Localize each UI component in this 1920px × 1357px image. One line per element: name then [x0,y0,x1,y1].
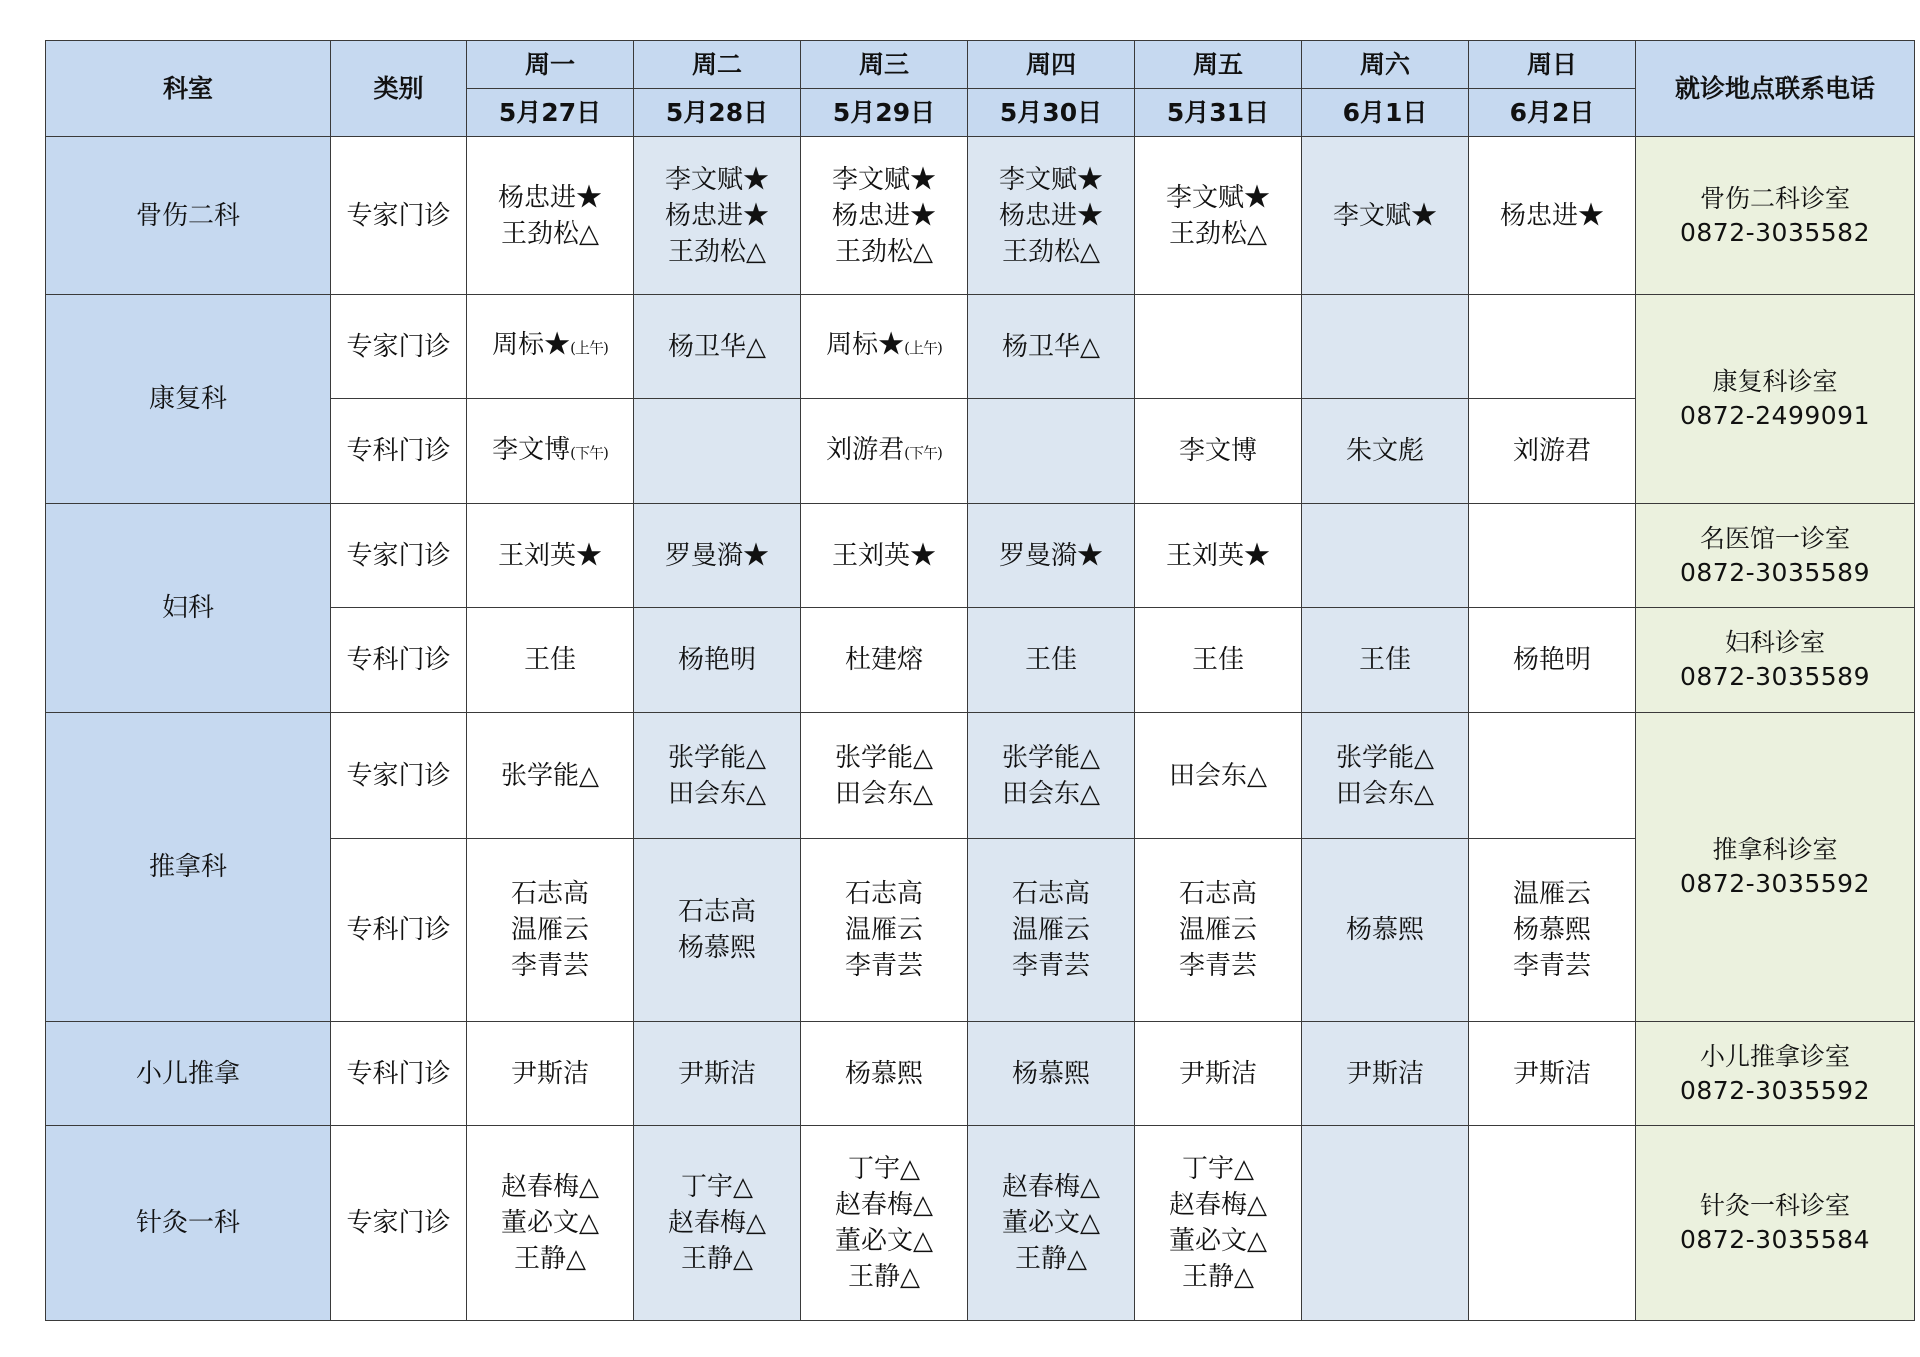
doctor-entry: 董必文△ [1169,1226,1267,1256]
doctor-entry: 尹斯洁 [510,1058,589,1089]
doctor-entry: 田会东△ [668,778,766,809]
contact-cell [1636,295,1915,504]
doctor-entry: 丁宇△ [1182,1154,1254,1184]
time-note: (下午) [904,443,942,462]
day-cell [1135,839,1302,1022]
day-cell [634,608,801,713]
contact-room: 骨伤二科诊室 [1699,183,1850,213]
doctor-entry: 李青芸 [1512,951,1591,981]
category-cell: 专家门诊 [331,504,467,608]
day-cell [634,399,801,504]
doctor-entry: 张学能△ [501,760,599,791]
header-weekday-row [46,41,1915,89]
contact-room: 妇科诊室 [1724,628,1825,657]
day-cell [1135,504,1302,608]
doctor-entry: 石志高 [1011,879,1090,909]
doctor-entry: 杨忠进★ [664,200,769,231]
contact-room: 康复科诊室 [1712,367,1838,396]
header-weekday: 周五 [1135,41,1302,89]
day-cell [801,399,968,504]
day-cell [968,399,1135,504]
day-cell [968,1126,1135,1321]
doctor-entry: 罗曼漪★ [664,540,769,571]
dept-name: 推拿科 [46,713,331,1022]
contact-cell [1636,1126,1915,1321]
day-cell [467,713,634,839]
doctor-entry: 石志高 [844,879,923,909]
contact-phone: 0872-3035592 [1680,1075,1870,1105]
doctor-entry: 张学能△ [1336,742,1434,773]
time-note: (上午) [570,339,608,357]
doctor-entry: 温雁云 [510,915,589,945]
day-cell [1135,295,1302,399]
day-cell [1302,839,1469,1022]
doctor-entry: 田会东△ [1336,778,1434,809]
contact-cell [1636,504,1915,608]
doctor-entry: 杨慕熙 [1345,915,1424,945]
doctor-entry: 杜建熔 [844,645,923,675]
day-cell [1302,608,1469,713]
category-cell: 专科门诊 [331,399,467,504]
doctor-entry: 赵春梅△ [835,1190,933,1220]
doctor-entry: 张学能△ [835,742,933,773]
doctor-entry: 周标★(上午) [826,330,942,360]
doctor-entry: 杨忠进★ [1499,200,1604,231]
doctor-entry: 李文赋★ [664,164,769,195]
day-cell [467,839,634,1022]
contact-phone: 0872-3035592 [1680,869,1870,898]
header-weekday: 周二 [634,41,801,89]
contact-cell [1636,713,1915,1022]
day-cell [1302,295,1469,399]
day-cell [801,1022,968,1126]
doctor-entry: 杨慕熙 [1011,1058,1090,1089]
doctor-entry: 董必文△ [835,1226,933,1256]
schedule-body [46,137,1915,1321]
doctor-entry: 杨卫华△ [668,331,766,362]
doctor-entry: 杨慕熙 [1512,915,1591,945]
contact-room: 针灸一科诊室 [1699,1191,1850,1220]
doctor-entry: 张学能△ [668,742,766,773]
header-weekday: 周日 [1469,41,1636,89]
schedule-row [46,137,1915,295]
day-cell [1469,608,1636,713]
day-cell [968,1022,1135,1126]
day-cell [1302,504,1469,608]
day-cell [634,1126,801,1321]
day-cell [467,399,634,504]
contact-phone: 0872-3035584 [1680,1225,1870,1254]
day-cell [801,608,968,713]
doctor-entry: 王佳 [1191,645,1244,675]
schedule-row [46,1126,1915,1321]
doctor-entry: 王劲松△ [501,218,599,249]
doctor-entry: 田会东△ [835,778,933,809]
header-weekday: 周一 [467,41,634,89]
doctor-entry: 田会东△ [1002,778,1100,809]
doctor-entry: 周标★(上午) [492,330,608,360]
schedule-row [46,713,1915,839]
day-cell [1469,1126,1636,1321]
doctor-entry: 王刘英★ [831,540,936,571]
day-cell [1302,1022,1469,1126]
doctor-entry: 赵春梅△ [501,1172,599,1202]
doctor-entry: 王静△ [848,1262,920,1292]
day-cell [467,504,634,608]
doctor-entry: 张学能△ [1002,742,1100,773]
time-note: (上午) [904,339,942,357]
dept-name: 康复科 [46,295,331,504]
doctor-entry: 王劲松△ [668,236,766,267]
day-cell [968,504,1135,608]
schedule-row [46,295,1915,399]
doctor-entry: 李文博(下午) [492,434,608,465]
doctor-entry: 丁宇△ [848,1154,920,1184]
doctor-entry: 王劲松△ [835,236,933,267]
contact-cell [1636,1022,1915,1126]
day-cell [1469,713,1636,839]
day-cell [1302,399,1469,504]
category-cell: 专科门诊 [331,1022,467,1126]
doctor-entry: 赵春梅△ [1002,1172,1100,1202]
day-cell [1302,713,1469,839]
doctor-entry: 温雁云 [1011,915,1090,945]
day-cell [801,839,968,1022]
doctor-entry: 杨忠进★ [497,182,602,213]
doctor-entry: 杨慕熙 [677,933,756,963]
doctor-entry: 杨忠进★ [831,200,936,231]
header-date: 5月30日 [968,89,1135,137]
day-cell [1469,1022,1636,1126]
doctor-entry: 董必文△ [1002,1208,1100,1238]
day-cell [968,137,1135,295]
dept-name: 妇科 [46,504,331,713]
category-cell: 专家门诊 [331,1126,467,1321]
day-cell [634,713,801,839]
contact-room: 小儿推拿诊室 [1699,1041,1850,1071]
contact-phone: 0872-3035589 [1680,662,1870,691]
doctor-entry: 杨忠进★ [998,200,1103,231]
day-cell [1135,137,1302,295]
header-weekday: 周三 [801,41,968,89]
header-date: 5月31日 [1135,89,1302,137]
doctor-entry: 温雁云 [1178,915,1257,945]
dept-name: 骨伤二科 [46,137,331,295]
day-cell [1135,399,1302,504]
doctor-entry: 朱文彪 [1345,436,1424,466]
time-note: (下午) [570,443,608,462]
day-cell [467,608,634,713]
doctor-entry: 李青芸 [1178,951,1257,981]
contact-phone: 0872-3035582 [1680,217,1870,247]
day-cell [968,839,1135,1022]
category-cell: 专科门诊 [331,839,467,1022]
day-cell [1135,713,1302,839]
day-cell [801,713,968,839]
header-dept: 科室 [46,41,331,137]
doctor-entry: 王静△ [1015,1244,1087,1274]
clinic-schedule-table [45,40,1915,1321]
day-cell [1135,1022,1302,1126]
doctor-entry: 王劲松△ [1169,218,1267,249]
doctor-entry: 尹斯洁 [1345,1058,1424,1089]
doctor-entry: 李青芸 [510,951,589,981]
doctor-entry: 石志高 [677,897,756,927]
schedule-row [46,1022,1915,1126]
doctor-entry: 李青芸 [1011,951,1090,981]
category-cell: 专科门诊 [331,608,467,713]
day-cell [1302,1126,1469,1321]
contact-phone: 0872-3035589 [1680,557,1870,587]
doctor-entry: 王静△ [514,1244,586,1274]
day-cell [1469,295,1636,399]
doctor-entry: 李文赋★ [1332,200,1437,231]
day-cell [634,137,801,295]
contact-cell [1636,137,1915,295]
contact-room: 推拿科诊室 [1712,835,1838,864]
day-cell [1469,504,1636,608]
header-date: 5月29日 [801,89,968,137]
doctor-entry: 李青芸 [844,951,923,981]
dept-name: 小儿推拿 [46,1022,331,1126]
doctor-entry: 王佳 [1024,645,1077,675]
doctor-entry: 王刘英★ [497,540,602,571]
doctor-entry: 赵春梅△ [668,1208,766,1238]
header-date: 6月1日 [1302,89,1469,137]
header-weekday: 周六 [1302,41,1469,89]
day-cell [634,504,801,608]
day-cell [968,608,1135,713]
day-cell [801,137,968,295]
header-weekday: 周四 [968,41,1135,89]
header-category: 类别 [331,41,467,137]
day-cell [968,295,1135,399]
doctor-entry: 刘游君 [1512,436,1591,466]
doctor-entry: 刘游君(下午) [826,434,942,465]
doctor-entry: 王静△ [681,1244,753,1274]
day-cell [467,1126,634,1321]
doctor-entry: 尹斯洁 [677,1058,756,1089]
category-cell: 专家门诊 [331,295,467,399]
doctor-entry: 李文赋★ [998,164,1103,195]
doctor-entry: 罗曼漪★ [998,540,1103,571]
doctor-entry: 石志高 [510,879,589,909]
doctor-entry: 董必文△ [501,1208,599,1238]
day-cell [801,1126,968,1321]
day-cell [968,713,1135,839]
doctor-entry: 田会东△ [1169,760,1267,791]
doctor-entry: 王佳 [523,645,576,675]
doctor-entry: 李文赋★ [1165,182,1270,213]
day-cell [1469,137,1636,295]
day-cell [467,1022,634,1126]
day-cell [1135,1126,1302,1321]
doctor-entry: 尹斯洁 [1512,1058,1591,1089]
doctor-entry: 李文博 [1178,436,1257,466]
doctor-entry: 温雁云 [1512,879,1591,909]
doctor-entry: 杨艳明 [677,645,756,675]
doctor-entry: 王静△ [1182,1262,1254,1292]
day-cell [801,295,968,399]
day-cell [1469,399,1636,504]
day-cell [1302,137,1469,295]
contact-room: 名医馆一诊室 [1699,523,1850,553]
day-cell [801,504,968,608]
doctor-entry: 王刘英★ [1165,540,1270,571]
category-cell: 专家门诊 [331,137,467,295]
doctor-entry: 石志高 [1178,879,1257,909]
doctor-entry: 杨慕熙 [844,1058,923,1089]
category-cell: 专家门诊 [331,713,467,839]
doctor-entry: 李文赋★ [831,164,936,195]
day-cell [634,1022,801,1126]
header-date: 5月27日 [467,89,634,137]
doctor-entry: 王劲松△ [1002,236,1100,267]
schedule-row [46,504,1915,608]
day-cell [634,839,801,1022]
day-cell [1135,608,1302,713]
doctor-entry: 尹斯洁 [1178,1058,1257,1089]
doctor-entry: 温雁云 [844,915,923,945]
contact-cell [1636,608,1915,713]
doctor-entry: 王佳 [1358,645,1411,675]
day-cell [467,295,634,399]
doctor-entry: 杨艳明 [1512,645,1591,675]
doctor-entry: 丁宇△ [681,1172,753,1202]
day-cell [1469,839,1636,1022]
day-cell [467,137,634,295]
header-date: 6月2日 [1469,89,1636,137]
contact-phone: 0872-2499091 [1680,401,1870,430]
day-cell [634,295,801,399]
doctor-entry: 杨卫华△ [1002,331,1100,362]
dept-name: 针灸一科 [46,1126,331,1321]
header-contact: 就诊地点联系电话 [1636,41,1915,137]
header-date: 5月28日 [634,89,801,137]
doctor-entry: 赵春梅△ [1169,1190,1267,1220]
